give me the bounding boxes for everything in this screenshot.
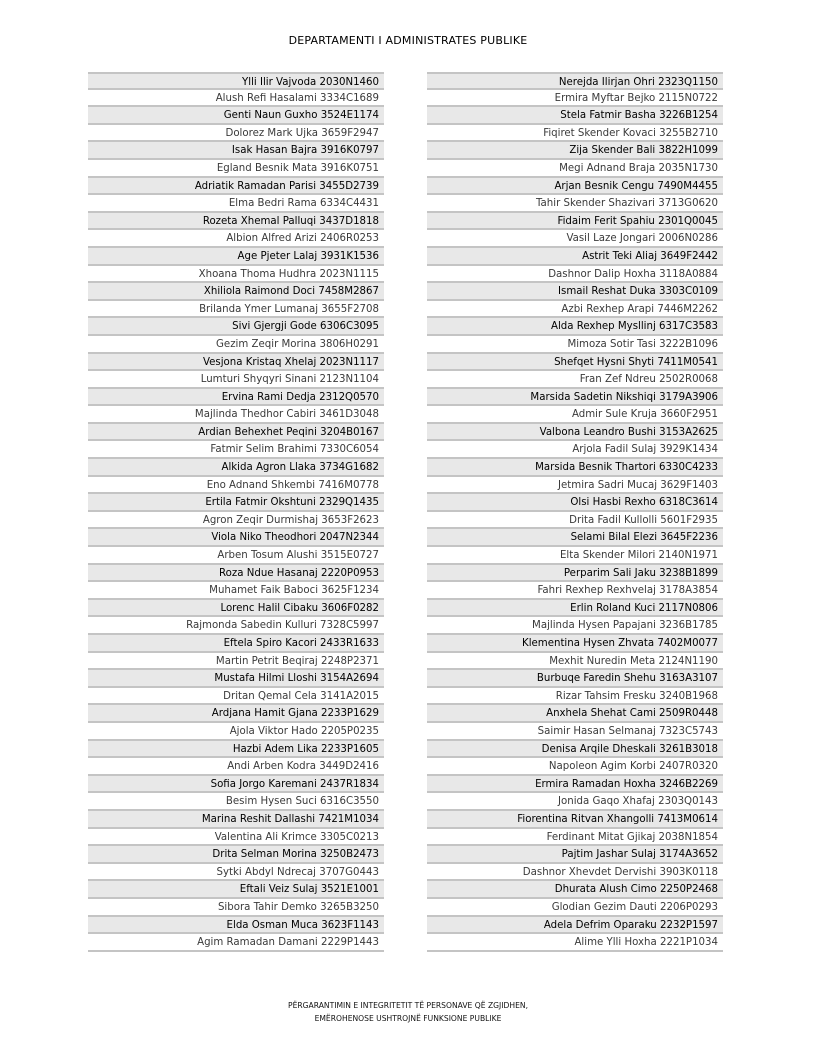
- list-item: Alush Refi Hasalami 3334C1689: [88, 90, 384, 108]
- list-item: Roza Ndue Hasanaj 2220P0953: [88, 565, 384, 583]
- list-item: Viola Niko Theodhori 2047N2344: [88, 529, 384, 547]
- list-item: Fatmir Selim Brahimi 7330C6054: [88, 441, 384, 459]
- list-item: Ferdinant Mitat Gjikaj 2038N1854: [427, 829, 723, 847]
- list-item: Albion Alfred Arizi 2406R0253: [88, 230, 384, 248]
- list-item: Rajmonda Sabedin Kulluri 7328C5997: [88, 617, 384, 635]
- list-item: Marina Reshit Dallashi 7421M1034: [88, 811, 384, 829]
- page-title: DEPARTAMENTI I ADMINISTRATES PUBLIKE: [288, 34, 528, 47]
- list-item: Age Pjeter Lalaj 3931K1536: [88, 248, 384, 266]
- list-item: Besim Hysen Suci 6316C3550: [88, 793, 384, 811]
- list-item: Admir Sule Kruja 3660F2951: [427, 406, 723, 424]
- list-item: Gezim Zeqir Morina 3806H0291: [88, 336, 384, 354]
- right-name-list: [427, 72, 723, 952]
- list-item: Hazbi Adem Lika 2233P1605: [88, 741, 384, 759]
- list-item: Muhamet Faik Baboci 3625F1234: [88, 582, 384, 600]
- list-item: Elma Bedri Rama 6334C4431: [88, 195, 384, 213]
- list-item: Alda Rexhep Mysllinj 6317C3583: [427, 318, 723, 336]
- list-item: Agim Ramadan Damani 2229P1443: [88, 934, 384, 952]
- list-item: Dritan Qemal Cela 3141A2015: [88, 688, 384, 706]
- list-item: Stela Fatmir Basha 3226B1254: [427, 107, 723, 125]
- list-item: Marsida Besnik Thartori 6330C4233: [427, 459, 723, 477]
- list-item: Ylli Ilir Vajvoda 2030N1460: [88, 72, 384, 90]
- list-item: Jetmira Sadri Mucaj 3629F1403: [427, 477, 723, 495]
- list-item: Mexhit Nuredin Meta 2124N1190: [427, 653, 723, 671]
- list-item: Martin Petrit Beqiraj 2248P2371: [88, 653, 384, 671]
- list-item: Ervina Rami Dedja 2312Q0570: [88, 389, 384, 407]
- list-item: Azbi Rexhep Arapi 7446M2262: [427, 301, 723, 319]
- list-item: Klementina Hysen Zhvata 7402M0077: [427, 635, 723, 653]
- list-item: Ermira Ramadan Hoxha 3246B2269: [427, 776, 723, 794]
- list-item: Astrit Teki Aliaj 3649F2442: [427, 248, 723, 266]
- list-item: Agron Zeqir Durmishaj 3653F2623: [88, 512, 384, 530]
- list-item: Mustafa Hilmi Lloshi 3154A2694: [88, 670, 384, 688]
- list-item: Fiorentina Ritvan Xhangolli 7413M0614: [427, 811, 723, 829]
- list-item: Nerejda Ilirjan Ohri 2323Q1150: [427, 72, 723, 90]
- list-item: Majlinda Thedhor Cabiri 3461D3048: [88, 406, 384, 424]
- list-item: Burbuqe Faredin Shehu 3163A3107: [427, 670, 723, 688]
- list-item: Anxhela Shehat Cami 2509R0448: [427, 705, 723, 723]
- footer-line-2: EMËROHENOSE USHTROJNË FUNKSIONE PUBLIKE: [314, 1014, 502, 1023]
- footer: [0, 999, 816, 1025]
- list-item: Fidaim Ferit Spahiu 2301Q0045: [427, 213, 723, 231]
- list-item: Eno Adnand Shkembi 7416M0778: [88, 477, 384, 495]
- list-item: Eftela Spiro Kacori 2433R1633: [88, 635, 384, 653]
- list-item: Zija Skender Bali 3822H1099: [427, 142, 723, 160]
- list-item: Ardjana Hamit Gjana 2233P1629: [88, 705, 384, 723]
- list-item: Valentina Ali Krimce 3305C0213: [88, 829, 384, 847]
- left-name-list: [88, 72, 384, 952]
- list-item: Sivi Gjergji Gode 6306C3095: [88, 318, 384, 336]
- list-item: Rizar Tahsim Fresku 3240B1968: [427, 688, 723, 706]
- list-item: Eftali Veiz Sulaj 3521E1001: [88, 881, 384, 899]
- list-item: Mimoza Sotir Tasi 3222B1096: [427, 336, 723, 354]
- list-item: Fiqiret Skender Kovaci 3255B2710: [427, 125, 723, 143]
- list-item: Majlinda Hysen Papajani 3236B1785: [427, 617, 723, 635]
- list-item: Andi Arben Kodra 3449D2416: [88, 758, 384, 776]
- list-item: Brilanda Ymer Lumanaj 3655F2708: [88, 301, 384, 319]
- list-item: Selami Bilal Elezi 3645F2236: [427, 529, 723, 547]
- list-item: Drita Fadil Kullolli 5601F2935: [427, 512, 723, 530]
- list-item: Isak Hasan Bajra 3916K0797: [88, 142, 384, 160]
- list-item: Vasil Laze Jongari 2006N0286: [427, 230, 723, 248]
- list-item: Ajola Viktor Hado 2205P0235: [88, 723, 384, 741]
- list-item: Egland Besnik Mata 3916K0751: [88, 160, 384, 178]
- list-item: Arben Tosum Alushi 3515E0727: [88, 547, 384, 565]
- list-item: Dhurata Alush Cimo 2250P2468: [427, 881, 723, 899]
- list-item: Alime Ylli Hoxha 2221P1034: [427, 934, 723, 952]
- list-item: Napoleon Agim Korbi 2407R0320: [427, 758, 723, 776]
- list-item: Lorenc Halil Cibaku 3606F0282: [88, 600, 384, 618]
- list-item: Glodian Gezim Dauti 2206P0293: [427, 899, 723, 917]
- list-item: Elda Osman Muca 3623F1143: [88, 917, 384, 935]
- list-item: Perparim Sali Jaku 3238B1899: [427, 565, 723, 583]
- list-item: Shefqet Hysni Shyti 7411M0541: [427, 354, 723, 372]
- list-item: Sofia Jorgo Karemani 2437R1834: [88, 776, 384, 794]
- footer-line-1: PËRGARANTIMIN E INTEGRITETIT TË PERSONAVE QË ZGJIDHEN,: [288, 1001, 528, 1010]
- list-item: Valbona Leandro Bushi 3153A2625: [427, 424, 723, 442]
- list-item: Tahir Skender Shazivari 3713G0620: [427, 195, 723, 213]
- list-item: Ismail Reshat Duka 3303C0109: [427, 283, 723, 301]
- list-item: Olsi Hasbi Rexho 6318C3614: [427, 494, 723, 512]
- list-item: Dashnor Xhevdet Dervishi 3903K0118: [427, 864, 723, 882]
- list-item: Xhiliola Raimond Doci 7458M2867: [88, 283, 384, 301]
- list-item: Erlin Roland Kuci 2117N0806: [427, 600, 723, 618]
- list-item: Genti Naun Guxho 3524E1174: [88, 107, 384, 125]
- list-item: Arjola Fadil Sulaj 3929K1434: [427, 441, 723, 459]
- list-item: Elta Skender Milori 2140N1971: [427, 547, 723, 565]
- list-item: Sibora Tahir Demko 3265B3250: [88, 899, 384, 917]
- list-item: Marsida Sadetin Nikshiqi 3179A3906: [427, 389, 723, 407]
- list-item: Adela Defrim Oparaku 2232P1597: [427, 917, 723, 935]
- list-item: Saimir Hasan Selmanaj 7323C5743: [427, 723, 723, 741]
- list-item: Fahri Rexhep Rexhvelaj 3178A3854: [427, 582, 723, 600]
- list-item: Sytki Abdyl Ndrecaj 3707G0443: [88, 864, 384, 882]
- list-item: Arjan Besnik Cengu 7490M4455: [427, 178, 723, 196]
- list-item: Jonida Gaqo Xhafaj 2303Q0143: [427, 793, 723, 811]
- list-item: Lumturi Shyqyri Sinani 2123N1104: [88, 371, 384, 389]
- list-item: Rozeta Xhemal Palluqi 3437D1818: [88, 213, 384, 231]
- list-item: Ertila Fatmir Okshtuni 2329Q1435: [88, 494, 384, 512]
- list-item: Ermira Myftar Bejko 2115N0722: [427, 90, 723, 108]
- list-item: Xhoana Thoma Hudhra 2023N1115: [88, 266, 384, 284]
- list-item: Fran Zef Ndreu 2502R0068: [427, 371, 723, 389]
- list-item: Dashnor Dalip Hoxha 3118A0884: [427, 266, 723, 284]
- list-item: Ardian Behexhet Peqini 3204B0167: [88, 424, 384, 442]
- list-item: Alkida Agron Llaka 3734G1682: [88, 459, 384, 477]
- list-item: Megi Adnand Braja 2035N1730: [427, 160, 723, 178]
- list-item: Dolorez Mark Ujka 3659F2947: [88, 125, 384, 143]
- list-item: Pajtim Jashar Sulaj 3174A3652: [427, 846, 723, 864]
- list-item: Drita Selman Morina 3250B2473: [88, 846, 384, 864]
- list-item: Adriatik Ramadan Parisi 3455D2739: [88, 178, 384, 196]
- list-item: Denisa Arqile Dheskali 3261B3018: [427, 741, 723, 759]
- list-item: Vesjona Kristaq Xhelaj 2023N1117: [88, 354, 384, 372]
